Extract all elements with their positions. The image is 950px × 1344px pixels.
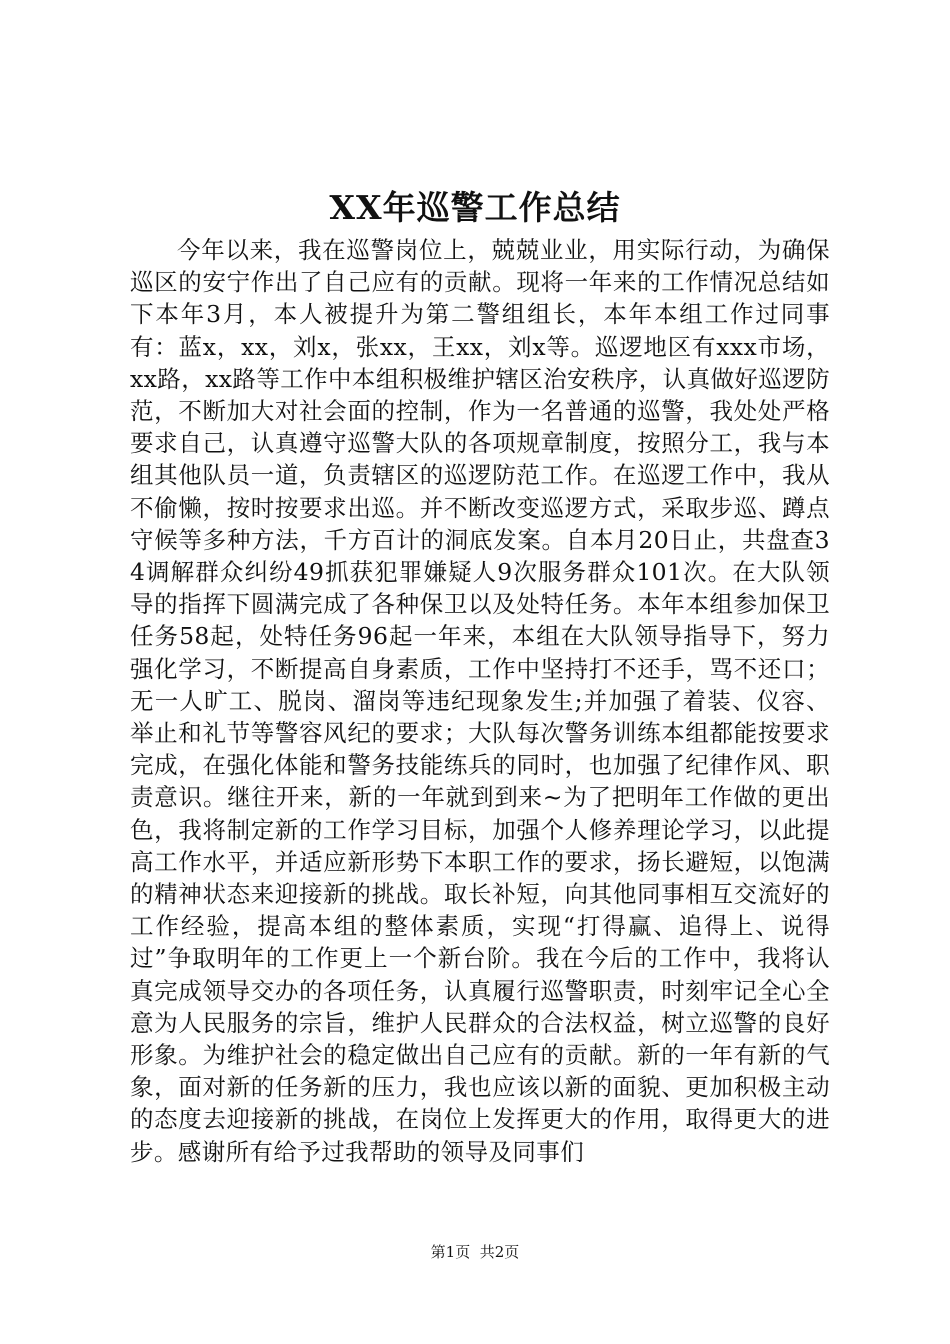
page-footer	[0, 1242, 950, 1262]
page-number: 第1页	[430, 1243, 471, 1261]
document-title: XX年巡警工作总结	[329, 188, 621, 227]
page-total: 共2页	[479, 1243, 520, 1261]
document-body-paragraph: 今年以来，我在巡警岗位上，兢兢业业，用实际行动，为确保巡区的安宁作出了自己应有的贡献。现将一年来的工作情况总结如下本年3月，本人被提升为第二警组组长，本年本组工作过同事有：蓝x，xx，刘x，张xx，王xx，刘x等。巡逻地区有xxx市场，xx路，xx路等工作中本组积极维护辖区治安秩序，认真做好巡逻防范，不断加大对社会面的控制，作为一名普通的巡警，我处处严格要求自己，认真遵守巡警大队的各项规章制度，按照分工，我与本组其他队员一道，负责辖区的巡逻防范工作。在巡逻工作中，我从不偷懒，按时按要求出巡。并不断改变巡逻方式，采取步巡、蹲点守候等多种方法，千方百计的洞底发案。自本月20日止，共盘查34调解群众纠纷49抓获犯罪嫌疑人9次服务群众101次。在大队领导的指挥下圆满完成了各种保卫以及处特任务。本年本组参加保卫任务58起，处特任务96起一年来，本组在大队领导指导下，努力强化学习，不断提高自身素质，工作中坚持打不还手，骂不还口；无一人旷工、脱岗、溜岗等违纪现象发生;并加强了着装、仪容、举止和礼节等警容风纪的要求；大队每次警务训练本组都能按要求完成，在强化体能和警务技能练兵的同时，也加强了纪律作风、职责意识。继往开来，新的一年就到到来~为了把明年工作做的更出色，我将制定新的工作学习目标，加强个人修养理论学习，以此提高工作水平，并适应新形势下本职工作的要求，扬长避短，以饱满的精神状态来迎接新的挑战。取长补短，向其他同事相互交流好的工作经验，提高本组的整体素质，实现“打得赢、追得上、说得过”争取明年的工作更上一个新台阶。我在今后的工作中，我将认真完成领导交办的各项任务，认真履行巡警职责，时刻牢记全心全意为人民服务的宗旨，维护人民群众的合法权益，树立巡警的良好形象。为维护社会的稳定做出自己应有的贡献。新的一年有新的气象，面对新的任务新的压力，我也应该以新的面貌、更加积极主动的态度去迎接新的挑战，在岗位上发挥更大的作用，取得更大的进步。感谢所有给予过我帮助的领导及同事们	[130, 236, 830, 1166]
